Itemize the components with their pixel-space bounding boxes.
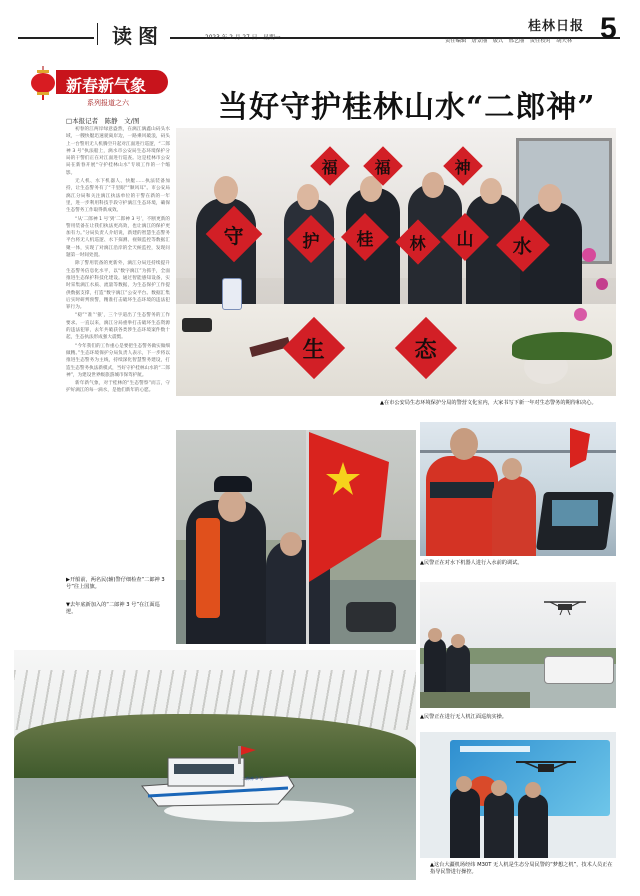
couplet-char: 桂: [356, 229, 374, 250]
officer-face: [502, 458, 522, 480]
officer-face: [451, 634, 465, 648]
couplet-char: 福: [321, 157, 339, 177]
main-photo-caption: ▲在市公安局生态环境保护分局的警营文化室内，大家书写下新一年对生态警务的期待和决心。: [380, 400, 597, 406]
person-face: [422, 172, 444, 198]
robot-photo: [420, 422, 616, 556]
person-face: [538, 184, 562, 212]
officer-silhouette: [450, 788, 480, 858]
boat-photo-caption: ▼去年底新加入的“二郎神 3 号”在江面巡逻。: [66, 602, 160, 615]
drone-photo-caption: ▲民警正在进行无人机江面巡航实操。: [420, 714, 507, 720]
couplet-char: 护: [302, 231, 320, 252]
photo-riverbank: [420, 692, 530, 708]
officer-face: [218, 490, 246, 522]
red-flag: [570, 428, 590, 468]
life-vest: [430, 482, 494, 498]
body-paragraph: 无人机、水下机器人、快艇……执法装备加持，让生态警务有了“千里眼”“顺风耳”。市公安局漓江分局和关注漓江执法单位的干警在新的一年里，进一步利用科技手段守护漓江生态环境，确保生态警务工作取得新成效。: [66, 179, 170, 214]
officer-face: [450, 428, 478, 460]
body-paragraph: 新年新气象，对于桂林的“生态警察”而言，守护好漓江的每一滴水，是他们新年的心愿。: [66, 381, 170, 394]
paper-name: 桂林日报: [528, 19, 585, 34]
header-divider: [97, 23, 98, 45]
poster-photo: [420, 732, 616, 858]
series-subtitle: 系列报道之六: [87, 99, 129, 107]
couplet-char: 山: [456, 229, 474, 250]
drone-icon: [516, 756, 576, 784]
officer-silhouette: [426, 456, 498, 556]
couplet-char: 神: [454, 157, 472, 177]
section-title: 读图: [112, 24, 164, 48]
robot-photo-caption: ▲民警正在对水下机器人进行入水前的调试。: [420, 560, 523, 566]
officer-silhouette: [484, 792, 514, 858]
drone-photo: [420, 582, 616, 708]
body-paragraph: “稳”‘‘准’‘‘狠’，三个字道出了生态警务的工作要求。一直以来，漓江分局重拳打击破坏生态资源的违法犯罪，去年共破获各类涉生态环境案件数十起，生态执法形成强大震慑。: [66, 313, 170, 341]
issue-date: 2023 年 2 月 27 日 星期一: [205, 35, 281, 41]
flag-pole: [306, 430, 309, 644]
article-body: [66, 126, 170, 568]
couplet-char: 水: [513, 235, 533, 258]
officer-silhouette: [492, 476, 536, 556]
photo-ink-stone: [182, 318, 212, 332]
cruise-boat: [544, 656, 614, 684]
boat-name-tag: 二郎神 3 号: [242, 776, 264, 781]
body-paragraph: 除了警用装备的更新外，漓江分局还持续提升生态警务信息化水平，以“数字漓江”为抓手，全面推进生态保护科技化建设。通过智能感知设备，实时采集漓江水质、流量等数据，为生态保护工作提供数据支撑，打造“数字漓江”公安平台。数据汇集后实时研判预警，精准打击破坏生态环境的违法犯罪行为。: [66, 261, 170, 311]
main-photo: [176, 128, 616, 396]
poster-photo-caption: ▲这台大疆机场经纬 M30T 无人机是生态分局民警的“梦想之机”，技术人员正在指导民警进行操控。: [430, 862, 613, 875]
patrol-boat: [138, 746, 298, 810]
console-screen: [552, 500, 598, 526]
officer-silhouette: [518, 794, 548, 858]
series-banner: [56, 70, 168, 94]
person-face: [214, 176, 238, 204]
photo-orchid-leaves: [512, 332, 612, 360]
flag-photo-caption: ▶开船前，两名民(辅)警仔细检查“二郎神 3 号”往上国旗。: [66, 577, 165, 590]
byline: □本报记者 陈静 文/图: [66, 117, 140, 125]
photo-orchid-flower: [596, 278, 608, 290]
couplet-char: 林: [409, 233, 427, 253]
lantern-icon: [30, 66, 56, 96]
officer-face: [456, 776, 472, 792]
page-number: 5: [600, 12, 617, 45]
officer-face: [280, 532, 302, 556]
person-face: [297, 184, 319, 210]
officer-face: [428, 628, 442, 642]
couplet-char: 福: [374, 157, 392, 177]
couplet-char: 态: [414, 336, 438, 363]
officer-face: [491, 780, 507, 796]
editor-credits: 责任编辑 唐景丽 版式 邢艺丽 责任校对 胡天林: [445, 38, 573, 44]
flag-photo: [176, 430, 416, 644]
engine-cover: [346, 602, 396, 632]
officer-face: [525, 782, 541, 798]
drone-icon: [544, 598, 586, 620]
life-vest: [196, 518, 220, 618]
body-paragraph: “今年我们的工作重心是要把生态警务做实做细做精。”生态环境保护分局负责人表示，下一步将以推进生态警务为主线，持续深化智慧警务建设，打造生态警务执法新模式，当好守护桂林山水的“二郎神”，为建设世界级旅游城市保驾护航。: [66, 343, 170, 378]
photo-brush-holder: [222, 278, 242, 310]
couplet-char: 生: [302, 336, 326, 363]
flag-star-icon: [323, 458, 363, 498]
person-face: [480, 178, 502, 204]
couplet-char: 守: [224, 223, 244, 248]
boat-photo: [14, 650, 416, 880]
headline: 当好守护桂林山水“二郎神”: [218, 90, 596, 125]
body-paragraph: “从‘二郎神 1 号’到‘二郎神 3 号’，不断更新的警用装备在让我们执法更高效，也让漓江的保护更加有力。”分局负责人介绍说，新建的智慧生态警务平台将无人机巡逻、水下探测、视频监控等数据汇聚一体，实现了对漓江沿岸的全天候监控，发现问题第一时间处置。: [66, 216, 170, 259]
poster-heading-strip: [460, 746, 530, 752]
photo-orchid-flower: [582, 248, 596, 262]
series-title: 新春新气象: [66, 76, 147, 95]
police-cap: [214, 476, 252, 492]
header-rule-left: [18, 37, 94, 39]
body-paragraph: 初春的江两岸绿意盎然，在漓江漓鑫山码头水域，一艘快艇迅速驶离岸边，一路乘风破浪，码头上一台警用无人机腾空升起对江面进行巡逻，“二郎神 3 号”执法船上，漓水市公安局生态环境保护分局的干警们正在对江面进行巡查。这是桂林市公安局在新春开展“守护桂林山水”专项工作的一个缩影。: [66, 127, 170, 176]
photo-orchid-flower: [574, 308, 587, 321]
